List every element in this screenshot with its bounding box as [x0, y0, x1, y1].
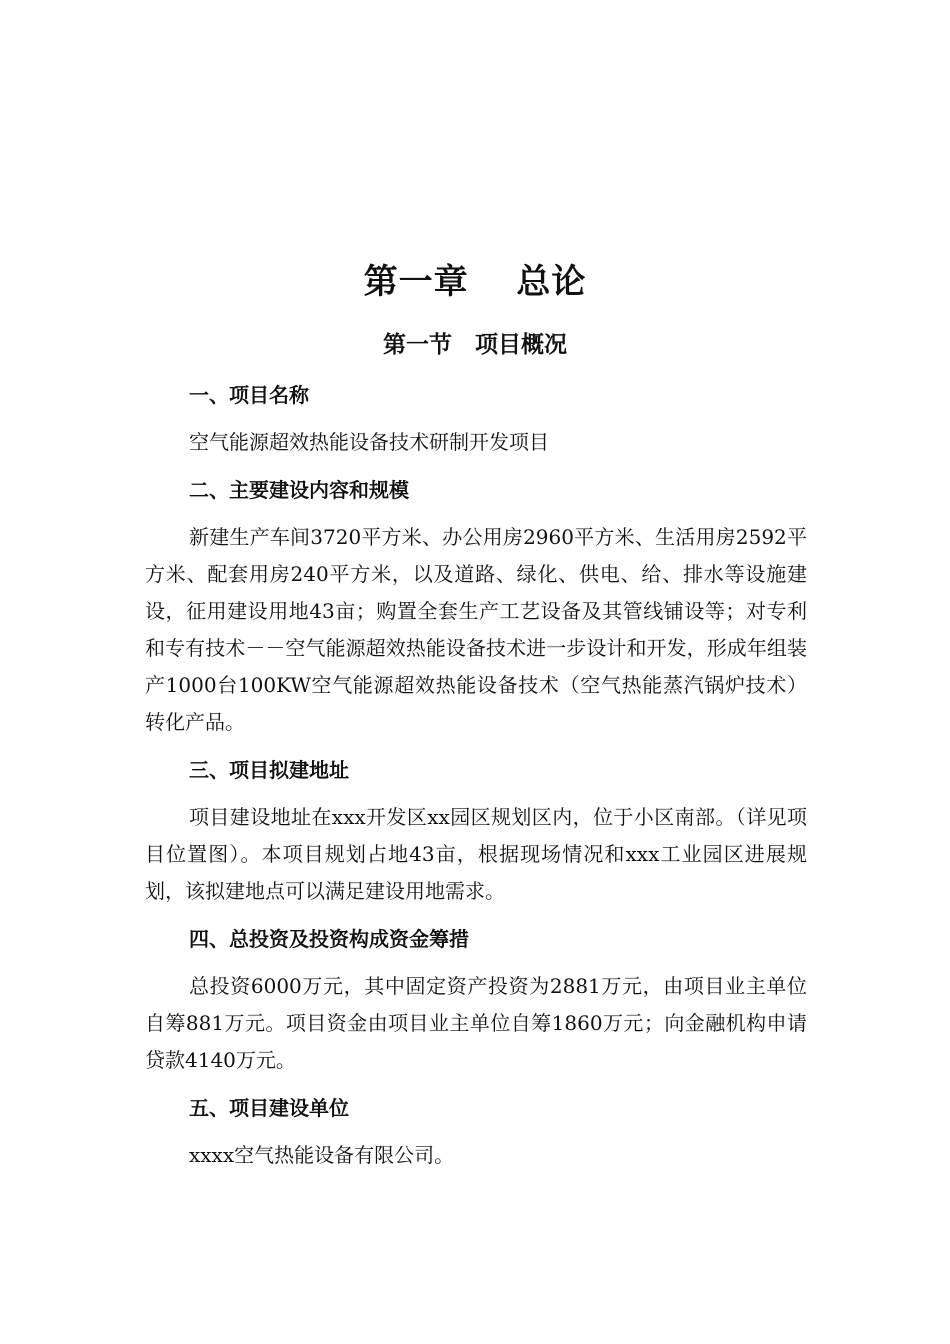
heading-investment: 四、总投资及投资构成资金筹措	[189, 927, 469, 951]
paragraph-project-site: 项目建设地址在xxx开发区xx园区规划区内，位于小区南部。（详见项目位置图）。本项目规划占地43亩，根据现场情况和xxx工业园区进展规划，该拟建地点可以满足建设用地需求。	[145, 805, 807, 903]
paragraph-project-name: 空气能源超效热能设备技术研制开发项目	[189, 430, 549, 454]
heading-construction-unit: 五、项目建设单位	[189, 1096, 349, 1120]
heading-construction-scope: 二、主要建设内容和规模	[189, 478, 409, 502]
section-title: 第一节 项目概况	[383, 332, 567, 358]
paragraph-construction-unit: xxxx空气热能设备有限公司。	[189, 1143, 455, 1167]
document-body	[145, 376, 807, 1174]
heading-project-site: 三、项目拟建地址	[189, 758, 349, 782]
paragraph-investment: 总投资6000万元，其中固定资产投资为2881万元，由项目业主单位自筹881万元。项目资金由项目业主单位自筹1860万元；向金融机构申请贷款4140万元。	[145, 974, 807, 1072]
chapter-title: 第一章 总论	[363, 262, 587, 302]
paragraph-construction-scope: 新建生产车间3720平方米、办公用房2960平方米、生活用房2592平方米、配套用房240平方米，以及道路、绿化、供电、给、排水等设施建设，征用建设用地43亩；购置全套生产工艺设备及其管线铺设等；对专利和专有技术－－空气能源超效热能设备技术进一步设计和开发，形成年组装产1000台100KW空气能源超效热能设备技术（空气热能蒸汽锅炉技术）转化产品。	[145, 525, 807, 734]
heading-project-name: 一、项目名称	[189, 383, 309, 407]
